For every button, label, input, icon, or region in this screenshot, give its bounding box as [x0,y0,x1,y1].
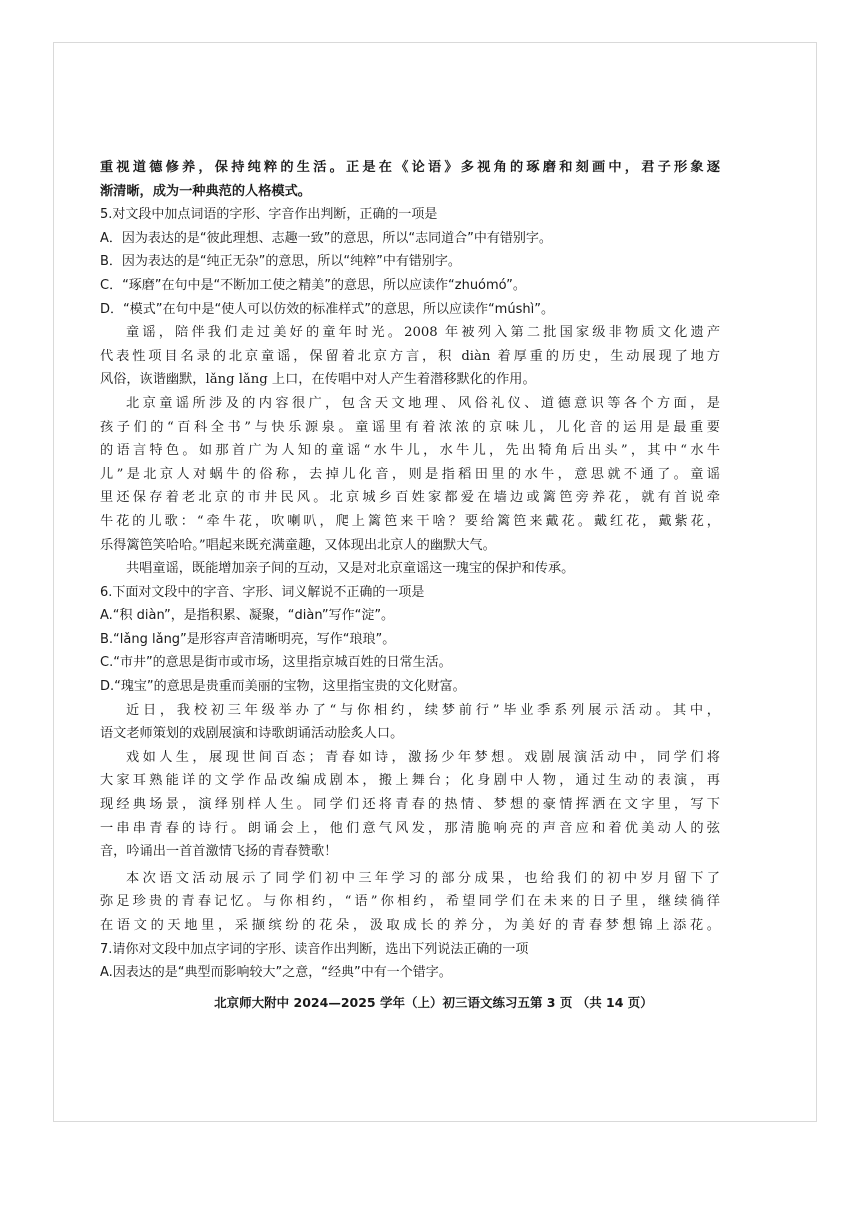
text-line: 戏如人生，展现世间百态；青春如诗，激扬少年梦想。戏剧展演活动中，同学们将 [126,749,720,765]
question-6 [100,581,720,699]
text-line: 现经典场景，演绎别样人生。同学们还将青春的热情、梦想的豪情挥洒在文字里，写下 [100,797,720,813]
passage-2 [100,321,720,581]
text-line: 在语文的天地里，采撷缤纷的花朵，汲取成长的养分，为美好的青春梦想锦上添花。 [100,918,720,933]
option-a: A.因表达的是“典型而影响较大”之意，“经典”中有一个错字。 [100,965,452,981]
text-line: 一串串青春的诗行。朗诵会上，他们意气风发，那清脆响亮的声音应和着优美动人的弦 [100,820,720,836]
text-line: 音，吟诵出一首首激情飞扬的青春赞歌！ [100,844,338,860]
page-footer: 北京师大附中 2024—2025 学年（上）初三语文练习五第 3 页 （共 14 页） [214,995,653,1010]
text-line: 大家耳熟能详的文学作品改编成剧本，搬上舞台；化身剧中人物，通过生动的表演，再 [100,773,720,789]
text-line: 的语言特色。如那首广为人知的童谣“水牛儿，水牛儿，先出犄角后出头”，其中“水牛 [100,443,720,459]
question-stem: 7.请你对文段中加点字词的字形、读音作出判断，选出下列说法正确的一项 [100,941,529,957]
document-body [100,156,720,985]
option-c: C.“市井”的意思是街市或市场，这里指京城百姓的日常生活。 [100,655,452,671]
text-line: 本次语文活动展示了同学们初中三年学习的部分成果，也给我们的初中岁月留下了 [126,870,720,886]
text-line: 渐清晰，成为一种典范的人格模式。 [100,183,311,199]
text-line: 共唱童谣，既能增加亲子间的互动，又是对北京童谣这一瑰宝的保护和传承。 [126,561,575,577]
text-line: 风俗，诙谐幽默，lǎng lǎng 上口，在传唱中对人产生着潜移默化的作用。 [100,372,536,388]
text-line: 孩子们的“百科全书”与快乐源泉。童谣里有着浓浓的京味儿，儿化音的运用是最重要 [100,419,720,435]
option-b: B.“lǎng lǎng”是形容声音清晰明亮，写作“琅琅”。 [100,631,396,647]
option-b: B．因为表达的是“纯正无杂”的意思，所以“纯粹”中有错别字。 [100,254,461,270]
text-line: 乐得篱笆笑哈哈。”唱起来既充满童趣，又体现出北京人的幽默大气。 [100,537,496,553]
question-5 [100,203,720,321]
passage-3 [100,699,720,938]
passage-1 [100,156,720,203]
text-line: 里还保存着老北京的市井民风。北京城乡百姓家都爱在墙边或篱笆旁养花，就有首说牵 [100,490,720,506]
text-line: 弥足珍贵的青春记忆。与你相约，“语”你相约，希望同学们在未来的日子里，继续徜徉 [100,894,720,910]
text-line: 近日，我校初三年级举办了“与你相约，续梦前行”毕业季系列展示活动。其中， [126,702,720,718]
option-d: D.“瑰宝”的意思是贵重而美丽的宝物，这里指宝贵的文化财富。 [100,679,466,695]
text-line: 重视道德修养，保持纯粹的生活。正是在《论语》多视角的琢磨和刻画中，君子形象逐 [100,160,720,175]
text-line: 儿”是北京人对蜗牛的俗称，去掉儿化音，则是指稻田里的水牛，意思就不通了。童谣 [100,466,720,482]
option-c: C．“琢磨”在句中是“不断加工使之精美”的意思，所以应读作“zhuómó”。 [100,277,526,293]
text-line: 北京童谣所涉及的内容很广，包含天文地理、风俗礼仪、道德意识等各个方面，是 [126,395,720,411]
question-stem: 6.下面对文段中的字音、字形、词义解说不正确的一项是 [100,584,425,600]
question-stem: 5.对文段中加点词语的字形、字音作出判断，正确的一项是 [100,207,438,223]
question-7 [100,938,720,985]
option-a: A.“积 diàn”，是指积累、凝聚，“diàn”写作“淀”。 [100,608,395,624]
text-line: 语文老师策划的戏剧展演和诗歌朗诵活动脍炙人口。 [100,726,404,742]
text-line: 童谣，陪伴我们走过美好的童年时光。2008 年被列入第二批国家级非物质文化遗产 [126,325,720,341]
text-line: 代表性项目名录的北京童谣，保留着北京方言，积 diàn 着厚重的历史，生动展现了地方 [100,348,720,364]
option-d: D．“模式”在句中是“使人可以仿效的标准样式”的意思，所以应读作“múshì”。 [100,301,554,317]
text-line: 牛花的儿歌：“牵牛花，吹喇叭，爬上篱笆来干啥？要给篱笆来戴花。戴红花，戴紫花， [100,513,720,529]
option-a: A．因为表达的是“彼此理想、志趣一致”的意思，所以“志同道合”中有错别字。 [100,230,552,246]
